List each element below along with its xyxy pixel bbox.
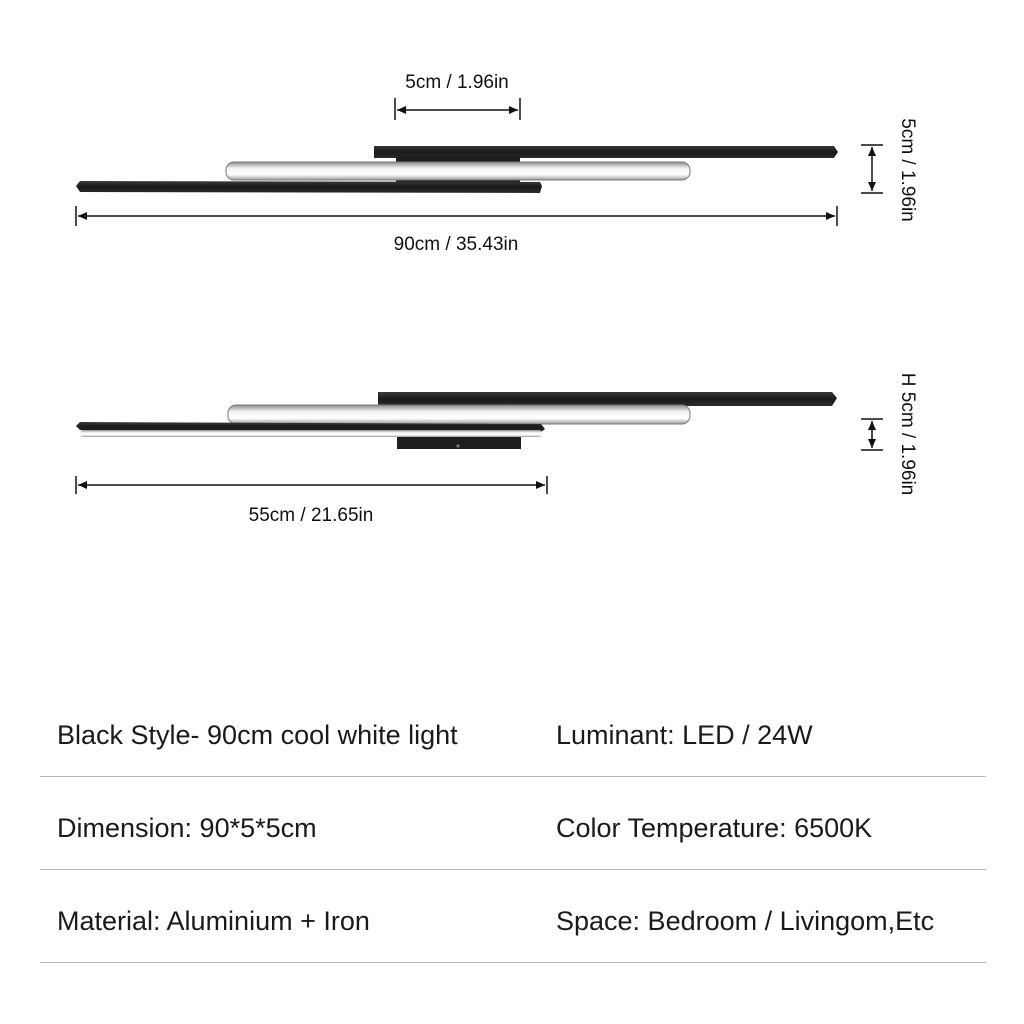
top-height-label: 5cm / 1.96in — [897, 118, 918, 222]
bar-offset-label: 5cm / 1.96in — [405, 72, 509, 93]
length-dimension — [76, 476, 547, 526]
top-height-dimension — [861, 118, 918, 222]
bar-offset-dimension — [395, 72, 520, 120]
spec-luminant: Luminant: LED / 24W — [556, 720, 813, 750]
bottom-black-bar — [76, 181, 542, 193]
spec-row — [40, 777, 986, 870]
top-view-fixture — [76, 146, 838, 193]
width-label: 90cm / 35.43in — [393, 234, 519, 255]
spec-style: Black Style- 90cm cool white light — [57, 720, 458, 750]
width-dimension — [76, 206, 837, 255]
mount-screw — [456, 444, 459, 447]
spec-row — [40, 684, 986, 777]
spec-space: Space: Bedroom / Livingom,Etc — [556, 906, 935, 936]
side-height-label: H 5cm / 1.96in — [897, 372, 918, 496]
side-light-bar — [228, 405, 690, 424]
spec-material: Material: Aluminium + Iron — [57, 906, 370, 936]
length-label: 55cm / 21.65in — [248, 505, 374, 526]
spec-dimension: Dimension: 90*5*5cm — [57, 813, 317, 843]
spec-color-temperature: Color Temperature: 6500K — [556, 813, 873, 843]
top-light-bar — [226, 162, 690, 180]
spec-table — [40, 684, 986, 963]
side-upper-black-bar — [378, 392, 837, 406]
side-lower-light-edge — [80, 430, 542, 437]
side-height-dimension — [861, 373, 918, 496]
side-view-fixture — [76, 392, 837, 449]
spec-row — [40, 870, 986, 963]
